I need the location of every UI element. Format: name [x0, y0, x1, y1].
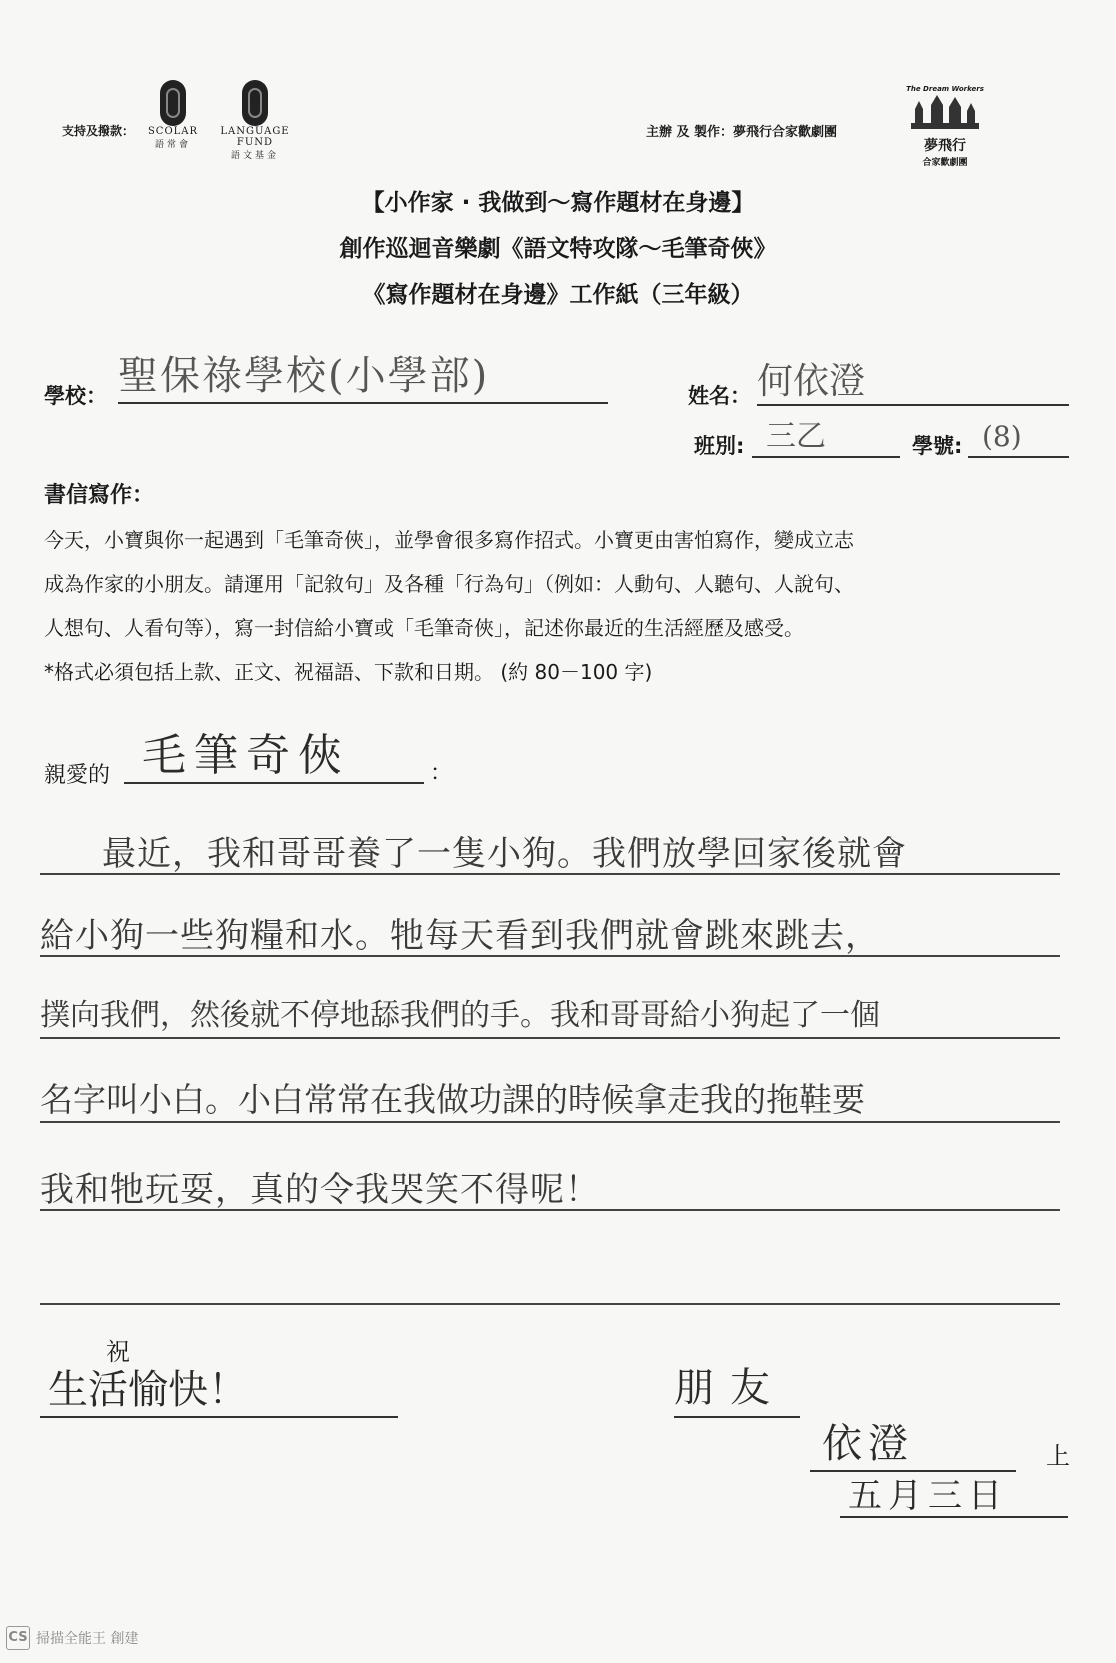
- troupe-name-zh: 夢飛行: [924, 138, 966, 154]
- letter-body-line-2: 給小狗一些狗糧和水。牠每天看到我們就會跳來跳去，: [40, 916, 880, 956]
- task-instructions: [44, 518, 1074, 694]
- camscanner-watermark: 掃描全能王 創建: [36, 1631, 139, 1647]
- fund-name: LANGUAGE FUND: [220, 126, 290, 148]
- task-paragraph-3: 人想句、人看句等），寫一封信給小寶或「毛筆奇俠」，記述你最近的生活經歷及感受。: [44, 616, 804, 640]
- ruled-line-4: [40, 1121, 1060, 1123]
- troupe-name-en: The Dream Workers: [906, 85, 984, 93]
- ruled-line-3: [40, 1037, 1060, 1039]
- task-paragraph-2: 成為作家的小朋友。請運用「記敘句」及各種「行為句」（例如：人動句、人聽句、人說句、: [44, 572, 854, 596]
- name-label: 姓名：: [688, 384, 751, 408]
- number-value: (8): [982, 420, 1022, 453]
- blessing-label: 祝: [106, 1338, 130, 1366]
- title-line-1: 【小作家 · 我做到～寫作題材在身邊】: [361, 190, 755, 216]
- castle-icon: [905, 93, 985, 131]
- ruled-line-1: [40, 873, 1060, 875]
- salutation-label: 親愛的: [44, 763, 111, 788]
- salutation-colon: ：: [430, 761, 453, 786]
- signature-suffix: 上: [1046, 1442, 1070, 1470]
- ruled-line-6: [40, 1303, 1060, 1305]
- letter-body-line-1: 最近，我和哥哥養了一隻小狗。我們放學回家後就會: [102, 834, 907, 874]
- letter-body-line-5: 我和牠玩耍，真的令我哭笑不得呢！: [40, 1170, 600, 1210]
- scolar-logo: [138, 80, 208, 150]
- letter-body-line-4: 名字叫小白。小白常常在我做功課的時候拿走我的拖鞋要: [40, 1080, 865, 1119]
- number-field: [968, 418, 1069, 458]
- scolar-name: SCOLAR: [147, 126, 199, 137]
- signature-field: [810, 1418, 1016, 1472]
- class-value: 三乙: [766, 419, 826, 454]
- name-value: 何依澄: [757, 361, 866, 402]
- relation-value: 朋友: [674, 1365, 786, 1411]
- blessing-field: [40, 1364, 398, 1418]
- school-field: [118, 350, 608, 404]
- task-note: *格式必須包括上款、正文、祝福語、下款和日期。 (約 80－100 字): [44, 660, 653, 684]
- organiser-text: 主辦 及 製作：夢飛行合家歡劇團: [646, 125, 838, 140]
- relation-field: [674, 1360, 800, 1418]
- name-field: [757, 360, 1069, 406]
- title-line-2: 創作巡迴音樂劇《語文特攻隊～毛筆奇俠》: [339, 236, 777, 262]
- task-paragraph-1: 今天，小寶與你一起遇到「毛筆奇俠」，並學會很多寫作招式。小寶更由害怕寫作，變成立志: [44, 528, 854, 552]
- language-fund-seal-icon: [242, 80, 268, 126]
- recipient-value: 毛筆奇俠: [142, 730, 350, 781]
- blessing-value: 生活愉快！: [48, 1367, 248, 1413]
- date-field: [840, 1476, 1068, 1518]
- troupe-sub: 合家歡劇團: [922, 158, 968, 168]
- task-heading: 書信寫作：: [44, 483, 155, 508]
- class-label: 班別:: [694, 434, 745, 458]
- class-field: [752, 418, 900, 458]
- school-label: 學校：: [44, 384, 107, 408]
- camscanner-logo: CS: [6, 1626, 30, 1650]
- letter-body-line-3: 撲向我們，然後就不停地舔我們的手。我和哥哥給小狗起了一個: [40, 998, 880, 1033]
- ruled-line-5: [40, 1209, 1060, 1211]
- language-fund-logo: [205, 80, 305, 161]
- scolar-seal-icon: [160, 80, 186, 126]
- recipient-field: [124, 730, 424, 784]
- ruled-line-2: [40, 955, 1060, 957]
- scolar-chinese: 語常會: [154, 140, 191, 150]
- school-value: 聖保祿學校(小學部): [118, 353, 490, 399]
- sponsor-label: 支持及撥款：: [62, 124, 135, 138]
- troupe-logo: [905, 85, 985, 170]
- signature-value: 依澄: [822, 1421, 914, 1467]
- number-label: 學號:: [912, 434, 963, 458]
- title-line-3: 《寫作題材在身邊》工作紙（三年級）: [362, 282, 754, 308]
- date-value: 五月三日: [848, 1476, 1008, 1516]
- fund-chinese: 語文基金: [230, 151, 279, 161]
